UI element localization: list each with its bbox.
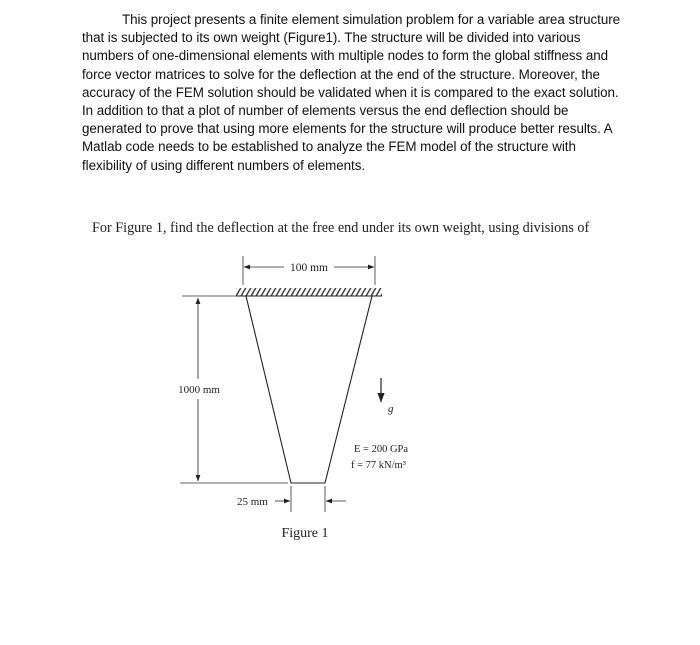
figure-caption: Figure 1	[281, 526, 329, 541]
question-text: For Figure 1, find the deflection at the free end under its own weight, using divisions of	[92, 220, 590, 236]
gravity-label: g	[388, 403, 394, 415]
modulus-label: E = 200 GPa	[354, 444, 409, 455]
weight-label: f = 77 kN/m³	[351, 460, 406, 471]
bottom-width-label: 25 mm	[237, 496, 268, 508]
intro-paragraph: This project presents a finite element simulation problem for a variable area structure that is subjected to its own weight (Figure1). The structure will be divided into various numbers of one-dimensional elements with multiple nodes to form the global stiffness and force vector matrices to solve for the deflection at the end of the structure. Moreover, the accuracy of the FEM solution should be validated when it is compared to the exact solution. In addition to that a plot of number of elements versus the end deflection should be generated to prove that using more elements for the structure will produce better results. A Matlab code needs to be established to analyze the FEM model of the structure with flexibility of using different numbers of elements.	[82, 12, 621, 173]
fixed-support-hatch	[236, 288, 382, 296]
top-width-label: 100 mm	[289, 262, 329, 274]
height-label: 1000 mm	[178, 384, 220, 396]
